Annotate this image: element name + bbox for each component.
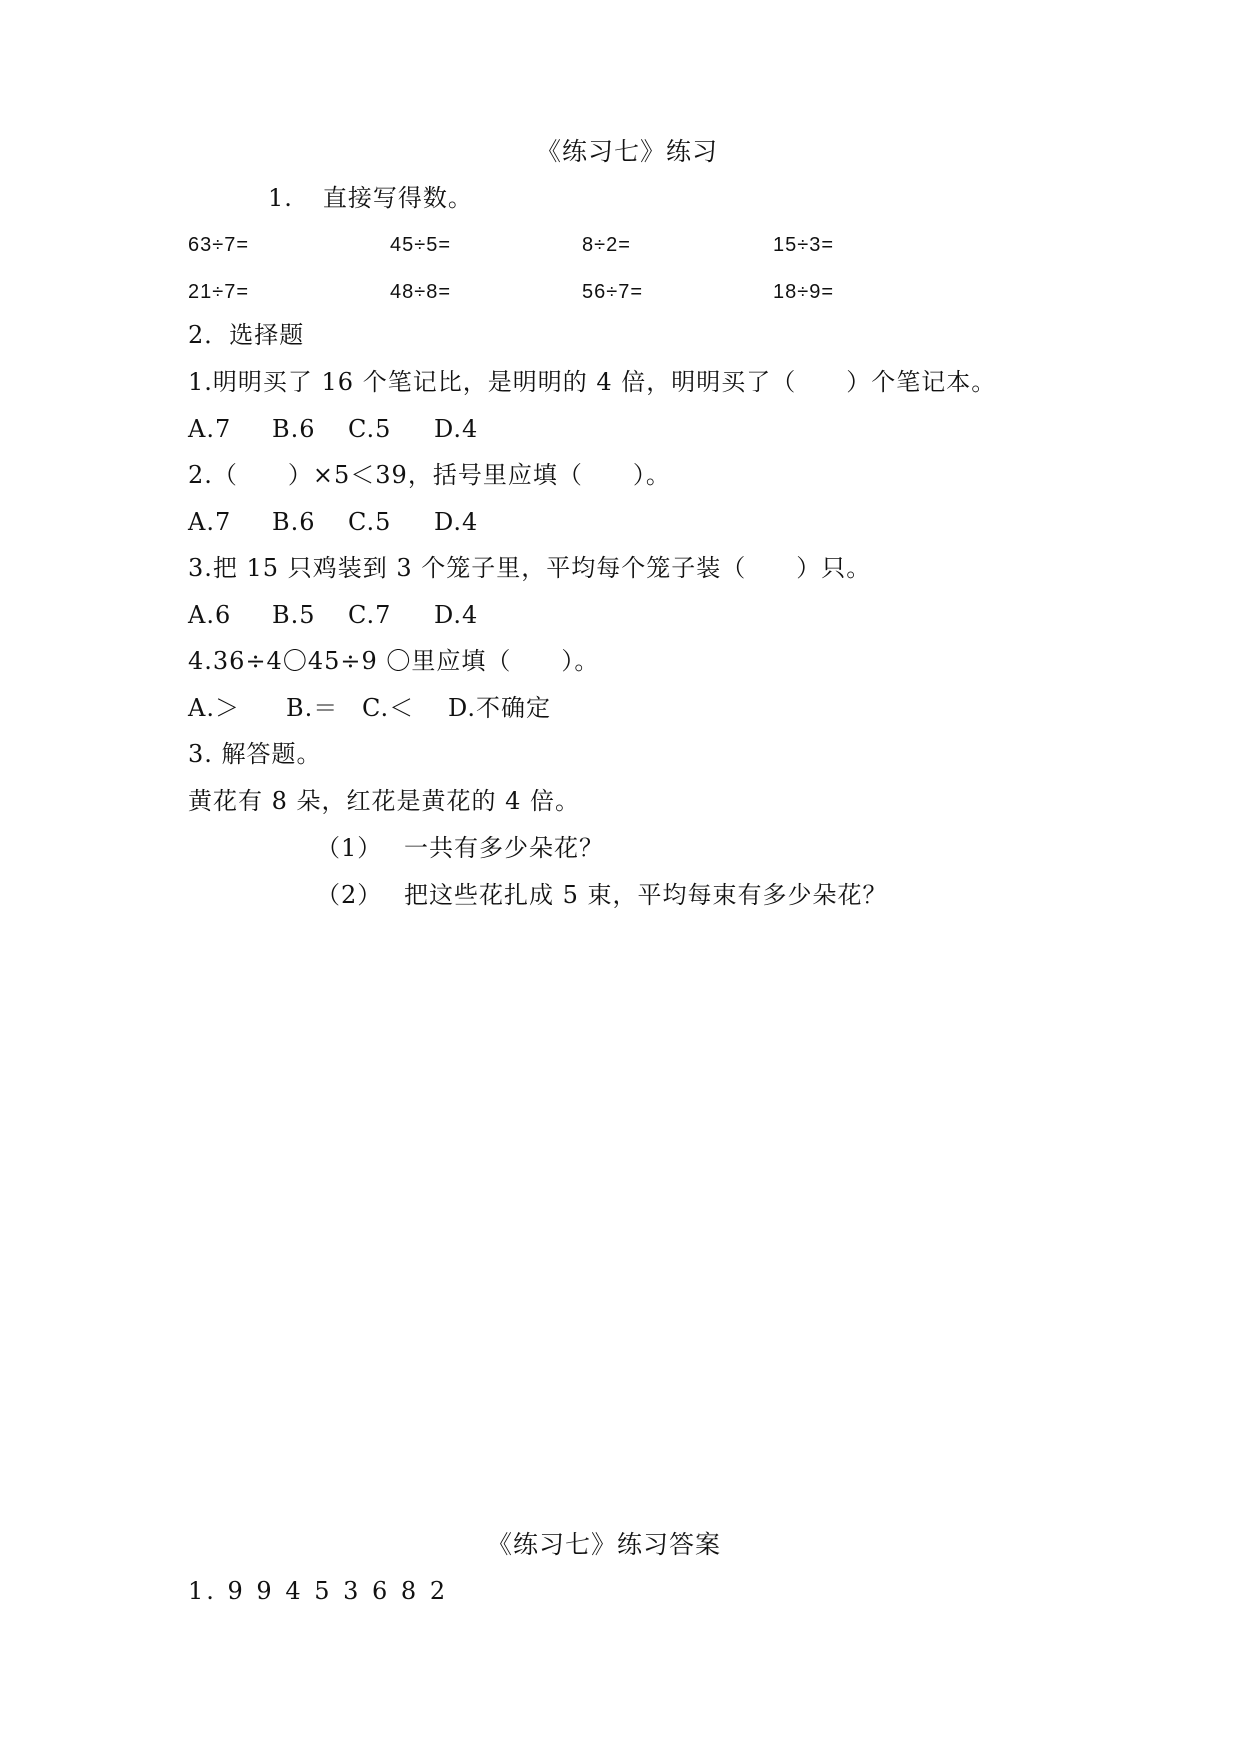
sub-question-number: （2）	[316, 881, 383, 909]
answers-line-1: 1. 9 9 4 5 3 6 8 2	[188, 1577, 449, 1605]
option: D.4	[434, 601, 479, 629]
page-title: 《练习七》练习	[536, 137, 719, 166]
option: A.6	[188, 601, 232, 629]
option: D.4	[434, 415, 479, 443]
section3-heading: 3. 解答题。	[188, 740, 322, 768]
sub-question-number: （1）	[316, 834, 383, 862]
sub-question-text: 一共有多少朵花？	[404, 834, 604, 862]
options-4	[188, 692, 551, 724]
calc-item: 63÷7=	[188, 234, 250, 256]
option: A.＞	[188, 694, 240, 722]
section1-heading	[268, 182, 473, 214]
option: B.＝	[286, 694, 339, 722]
sub-question-1	[316, 832, 604, 864]
option: C.5	[348, 508, 392, 536]
options-3	[188, 599, 478, 631]
option: B.5	[272, 601, 316, 629]
calc-item: 18÷9=	[773, 281, 835, 303]
option: D.不确定	[448, 694, 552, 722]
calc-item: 56÷7=	[582, 281, 644, 303]
section1-heading-text: 直接写得数。	[322, 184, 473, 212]
option: C.＜	[362, 694, 415, 722]
calc-item: 8÷2=	[582, 234, 631, 256]
option: A.7	[188, 508, 232, 536]
answers-title: 《练习七》练习答案	[487, 1530, 722, 1559]
option: A.7	[188, 415, 232, 443]
question-2: 2.（ ）×5＜39，括号里应填（ ）。	[188, 461, 671, 489]
sub-question-text: 把这些花扎成 5 束，平均每束有多少朵花？	[404, 881, 888, 909]
option: C.7	[348, 601, 392, 629]
option: B.6	[272, 415, 316, 443]
options-2	[188, 506, 478, 538]
calc-item: 48÷8=	[390, 281, 452, 303]
options-1	[188, 413, 478, 445]
sub-question-2	[316, 879, 888, 911]
question-1: 1.明明买了 16 个笔记比，是明明的 4 倍，明明买了（ ）个笔记本。	[188, 368, 997, 396]
option: B.6	[272, 508, 316, 536]
calc-item: 45÷5=	[390, 234, 452, 256]
section3-intro: 黄花有 8 朵，红花是黄花的 4 倍。	[188, 787, 581, 815]
question-3: 3.把 15 只鸡装到 3 个笼子里，平均每个笼子装（ ）只。	[188, 554, 872, 582]
option: D.4	[434, 508, 479, 536]
section1-heading-number: 1.	[268, 184, 293, 212]
calc-item: 15÷3=	[773, 234, 835, 256]
option: C.5	[348, 415, 392, 443]
section2-heading: 2．选择题	[188, 321, 305, 349]
calc-item: 21÷7=	[188, 281, 250, 303]
question-4: 4.36÷4〇45÷9 〇里应填（ ）。	[188, 647, 600, 675]
